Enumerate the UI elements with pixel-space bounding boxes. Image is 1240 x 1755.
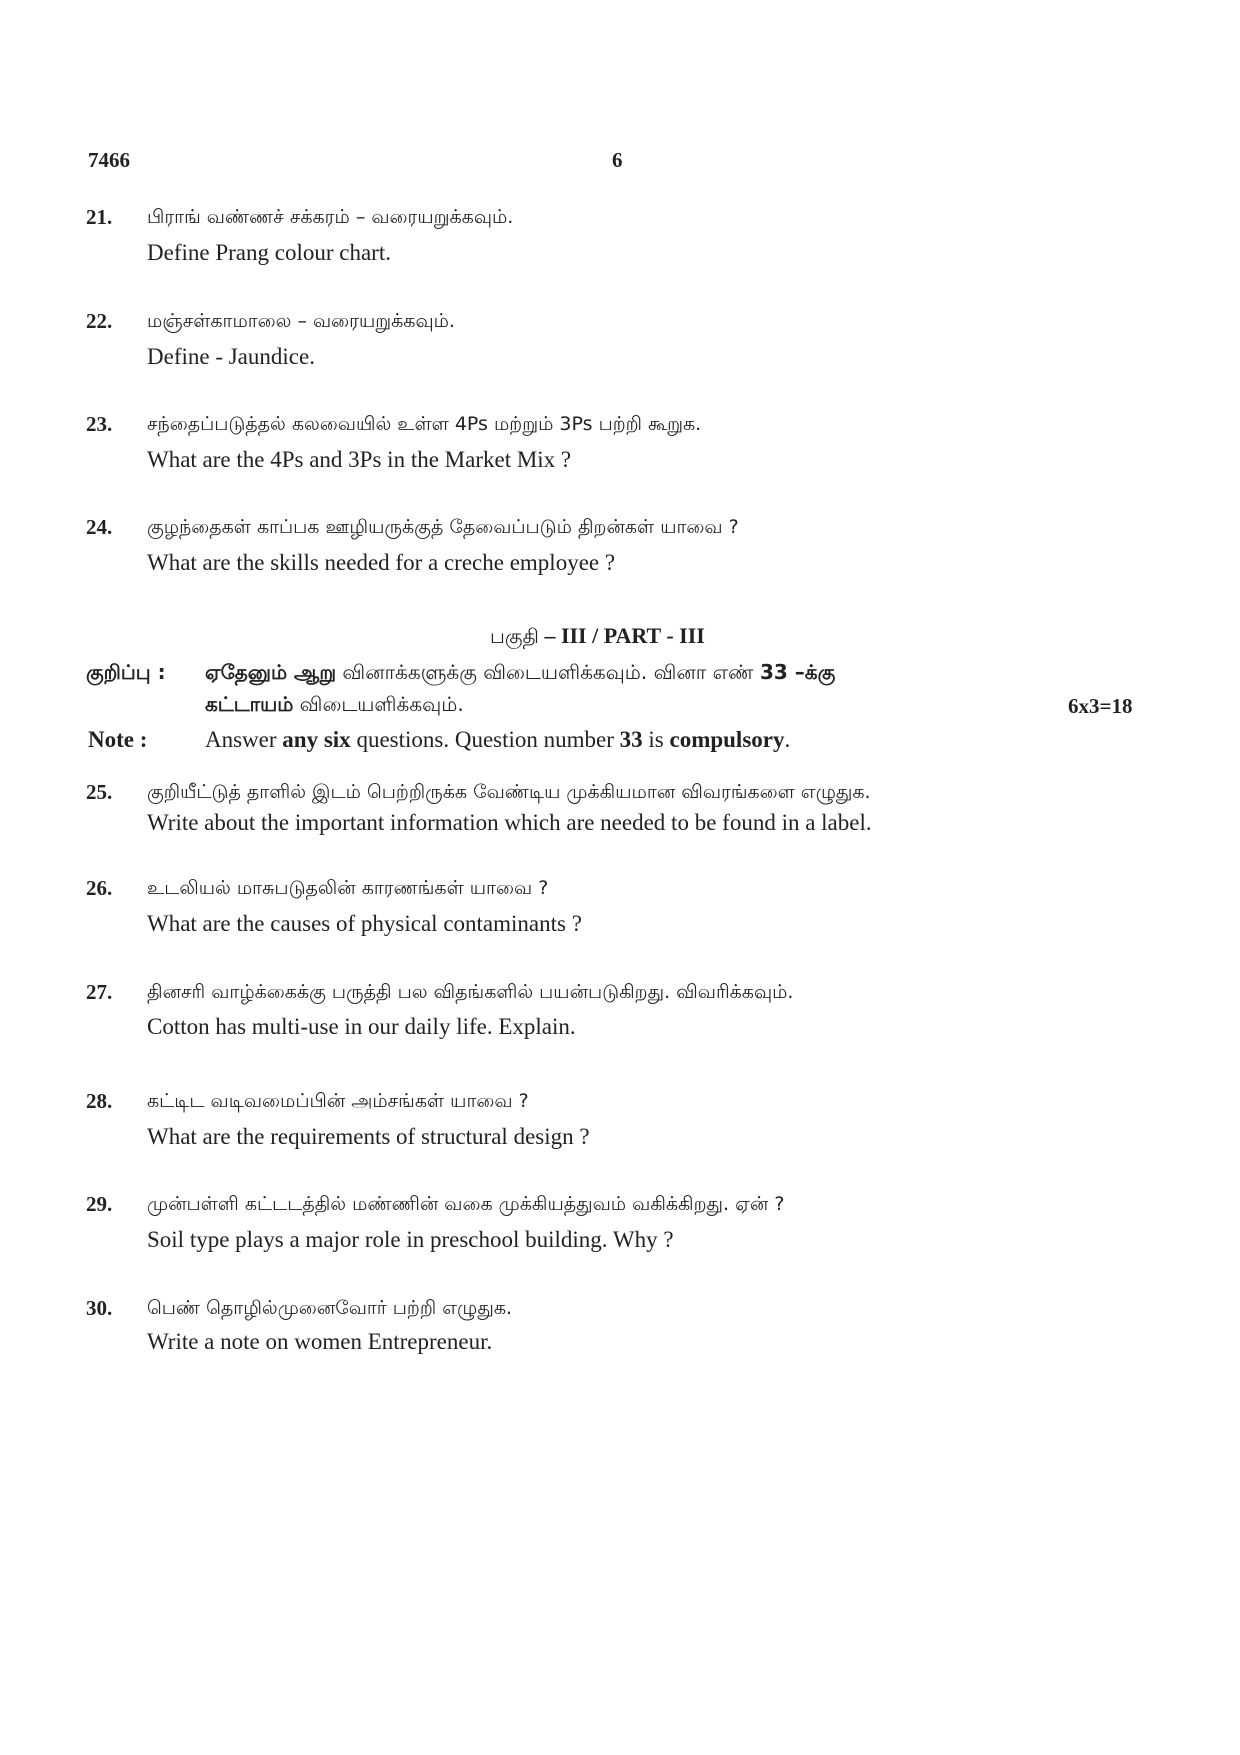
question-english: Soil type plays a major role in preschool building. Why ? <box>147 1227 674 1252</box>
question-tamil: குழந்தைகள் காப்பக ஊழியருக்குத் தேவைப்படும் திறன்கள் யாவை ? <box>147 516 739 538</box>
question-tamil: உடலியல் மாசுபடுதலின் காரணங்கள் யாவை ? <box>147 877 549 899</box>
question-english: Define Prang colour chart. <box>147 240 391 265</box>
question-tamil: தினசரி வாழ்க்கைக்கு பருத்தி பல விதங்களில் பயன்படுகிறது. விவரிக்கவும். <box>147 981 794 1003</box>
question-tamil: முன்பள்ளி கட்டடத்தில் மண்ணின் வகை முக்கியத்துவம் வகிக்கிறது. ஏன் ? <box>147 1193 785 1215</box>
question-number: 22. <box>86 309 113 333</box>
question-number: 24. <box>86 515 113 539</box>
question-english: What are the 4Ps and 3Ps in the Market Mix ? <box>147 447 572 472</box>
question-tamil: மஞ்சள்காமாலை – வரையறுக்கவும். <box>147 310 455 332</box>
note-tamil-line1: ஏதேனும் ஆறு வினாக்களுக்கு விடையளிக்கவும். வினா எண் 33 –க்கு <box>205 660 836 684</box>
note-english-label: Note : <box>88 727 148 752</box>
question-tamil: கட்டிட வடிவமைப்பின் அம்சங்கள் யாவை ? <box>147 1090 529 1112</box>
question-english: Cotton has multi-use in our daily life. Explain. <box>147 1014 576 1039</box>
question-tamil: பெண் தொழில்முனைவோர் பற்றி எழுதுக. <box>147 1297 513 1319</box>
question-tamil: குறியீட்டுத் தாளில் இடம் பெற்றிருக்க வேண்டிய முக்கியமான விவரங்களை எழுதுக. <box>147 781 871 803</box>
question-number: 23. <box>86 412 113 436</box>
paper-code: 7466 <box>88 148 130 172</box>
marks-allocation: 6x3=18 <box>1068 694 1133 718</box>
question-number: 28. <box>86 1089 113 1113</box>
question-number: 30. <box>86 1296 113 1320</box>
question-english: What are the causes of physical contaminants ? <box>147 911 582 936</box>
question-english: What are the requirements of structural design ? <box>147 1124 590 1149</box>
part-heading-rest: – III / PART - III <box>538 623 705 648</box>
page-number: 6 <box>612 148 623 172</box>
note-tamil-label: குறிப்பு : <box>86 660 166 684</box>
question-number: 21. <box>86 205 113 229</box>
note-tamil-line2: கட்டாயம் விடையளிக்கவும். <box>205 692 464 716</box>
question-english: Define - Jaundice. <box>147 344 315 369</box>
question-tamil: சந்தைப்படுத்தல் கலவையில் உள்ள 4Ps மற்றும் 3Ps பற்றி கூறுக. <box>147 413 702 435</box>
question-number: 26. <box>86 876 113 900</box>
part-heading <box>490 623 705 651</box>
part-heading-tamil: பகுதி <box>490 624 539 648</box>
question-english: What are the skills needed for a creche employee ? <box>147 550 616 575</box>
question-number: 25. <box>86 780 113 804</box>
question-number: 27. <box>86 980 113 1004</box>
note-english-text: Answer any six questions. Question number 33 is compulsory. <box>205 727 791 752</box>
question-english: Write about the important information which are needed to be found in a label. <box>147 810 872 835</box>
question-english: Write a note on women Entrepreneur. <box>147 1329 493 1354</box>
question-tamil: பிராங் வண்ணச் சக்கரம் – வரையறுக்கவும். <box>147 206 514 228</box>
question-number: 29. <box>86 1192 113 1216</box>
